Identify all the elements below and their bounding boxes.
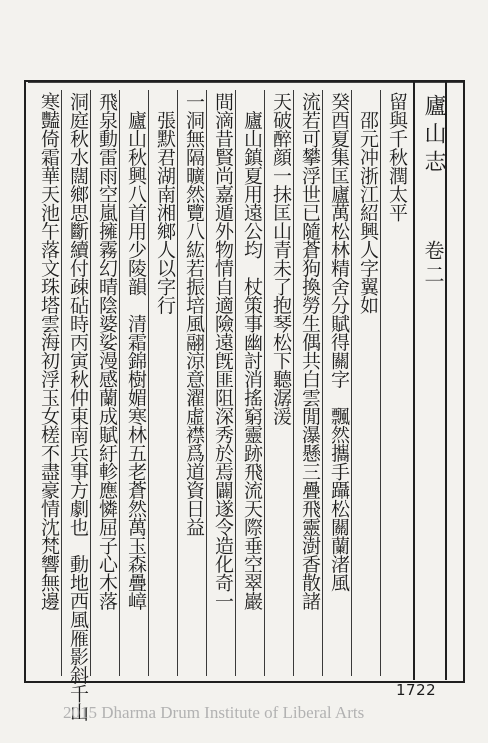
text-column-12: 洞庭秋水闊鄉思斷續付疎砧時丙寅秋仲東南兵事方劇也 動地西風雁影斜千山 [67, 92, 89, 721]
banxin-fold-column [413, 82, 447, 680]
column-rule [235, 90, 236, 676]
text-column-6: 廬山鎮夏用遠公均 杖策事幽討消搖窮靈跡飛流天際垂空翠巖 [241, 92, 263, 610]
text-column-5: 天破醉顔一抹匡山青未了抱琴松下聽潺湲 [270, 92, 292, 425]
top-inner-rule [28, 82, 463, 91]
text-column-4: 流若可攀浮世已隨蒼狗換勞生偶共白雲閒瀑懸三疊飛靈澍香散諸 [299, 92, 321, 610]
page-number: 1722 [396, 681, 437, 699]
column-rule [264, 90, 265, 676]
text-column-10: 廬山秋興八首用少陵韻 清霜錦樹媚寒林五老蒼然萬玉森疊嶂 [125, 92, 147, 610]
text-column-8: 一洞無隔曠然覽八紘若振培風翮涼意濯虛襟爲道資日益 [183, 92, 205, 536]
text-column-3: 癸酉夏集匡廬萬松林精舍分賦得關字 飄然攜手躡松關蘭渚風 [328, 92, 350, 592]
column-rule [119, 90, 120, 676]
watermark-text: 2015 Dharma Drum Institute of Liberal Arts [63, 703, 365, 722]
column-rule [293, 90, 294, 676]
column-rule [380, 90, 381, 676]
column-rule [177, 90, 178, 676]
banxin-title: 廬山志 [421, 94, 446, 178]
text-column-1: 留與千秋潤太平 [386, 92, 408, 222]
column-rule [351, 90, 352, 676]
column-rule [61, 90, 62, 676]
text-column-13: 寒豔倚霜華天池午落文珠塔雲海初浮玉女槎不盡豪情沈梵響無邊 [38, 92, 60, 610]
column-rule [90, 90, 91, 676]
column-rule [206, 90, 207, 676]
text-column-11: 飛泉動雷雨空嵐擁霧幻晴陰婆娑漫感蘭成賦紆軫應憐屈子心木落 [96, 92, 118, 610]
text-column-7: 間滴昔賢尚嘉遁外物情自適險遠旣匪阻深秀於焉闢遂令造化奇一 [212, 92, 234, 610]
column-rule [148, 90, 149, 676]
text-column-9: 張默君湖南湘鄉人以字行 [154, 92, 176, 314]
column-rule [322, 90, 323, 676]
banxin-juan: 卷二 [421, 240, 445, 288]
text-column-2: 邵元冲浙江紹興人字翼如 [357, 92, 379, 314]
